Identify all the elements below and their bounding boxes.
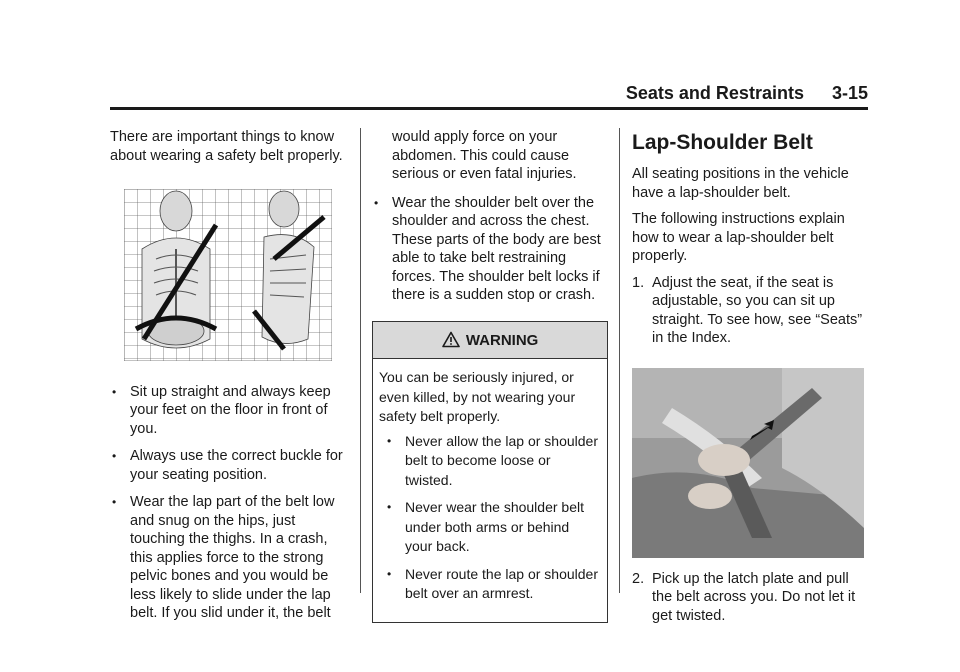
- warning-header: [373, 322, 607, 360]
- warning-box: [372, 321, 608, 623]
- list-item-text: Wear the shoulder belt over the shoulder and across the chest. These parts of the body are best able to take belt restraining forces. The shoulder belt locks if there is a sudden stop or crash.: [392, 194, 601, 303]
- list-item-text: Never allow the lap or shoulder belt to become loose or twisted.: [405, 432, 598, 488]
- warning-intro: You can be seriously injured, or even killed, by not wearing your safety belt properly.: [379, 369, 576, 424]
- column-2: [372, 128, 608, 623]
- bullet-dot: •: [387, 433, 392, 448]
- paragraph: The following instructions explain how to wear a lap-shoulder belt properly.: [632, 211, 845, 264]
- list-item: [385, 432, 599, 491]
- step-text: Pick up the latch plate and pull the belt across you. Do not let it get twisted.: [652, 570, 856, 624]
- step-number: 1.: [632, 274, 645, 291]
- warning-body: [373, 359, 607, 622]
- bullet-dot: •: [112, 495, 117, 509]
- list-item: [385, 565, 599, 604]
- column-divider: [619, 128, 620, 593]
- step-text: Adjust the seat, if the seat is adjustable, so you can sit up straight. To see how, see “Seats” in the Index.: [652, 274, 863, 346]
- list-item: [385, 498, 599, 557]
- list-item: [110, 383, 350, 439]
- list-item: [110, 493, 350, 623]
- column-3: [632, 128, 868, 635]
- intro-paragraph: There are important things to know about wearing a safety belt properly.: [110, 129, 343, 164]
- posture-skeleton-illustration: [124, 189, 332, 361]
- belt-buckling-photo: [632, 368, 864, 558]
- bullet-dot: •: [112, 384, 117, 399]
- list-item: [372, 194, 608, 305]
- bullet-dot: •: [387, 500, 392, 514]
- list-item-text: Never route the lap or shoulder belt over an armrest.: [405, 565, 598, 601]
- column-divider: [360, 128, 361, 593]
- continued-text: would apply force on your abdomen. This could cause serious or even fatal injuries.: [392, 129, 577, 182]
- section-header-title: Seats and Restraints: [625, 83, 804, 103]
- step-number: 2.: [632, 570, 645, 587]
- list-item-text: Never wear the shoulder belt under both arms or behind your back.: [405, 499, 584, 554]
- bullet-dot: •: [374, 195, 379, 210]
- bullet-dot: •: [387, 566, 392, 581]
- list-item-text: Sit up straight and always keep your feet on the floor in front of you.: [130, 383, 331, 437]
- bullet-dot: •: [112, 449, 117, 463]
- list-item: [110, 447, 350, 484]
- page-number: 3-15: [831, 83, 868, 103]
- list-item-text: Always use the correct buckle for your seating position.: [130, 448, 343, 483]
- list-item-text: Wear the lap part of the belt low and snug on the hips, just touching the thighs. In a crash, this applies force to the strong pelvic bones and you would be less likely to slide under the lap belt. If you slid under it, the belt: [130, 494, 335, 621]
- page-header: [110, 82, 868, 110]
- warning-triangle-icon: [442, 331, 460, 348]
- warning-title: WARNING: [465, 331, 539, 349]
- column-1: [110, 128, 350, 632]
- paragraph: All seating positions in the vehicle have a lap-shoulder belt.: [632, 166, 849, 201]
- section-title: Lap-Shoulder Belt: [632, 131, 813, 154]
- numbered-step: [632, 570, 868, 626]
- numbered-step: [632, 274, 868, 348]
